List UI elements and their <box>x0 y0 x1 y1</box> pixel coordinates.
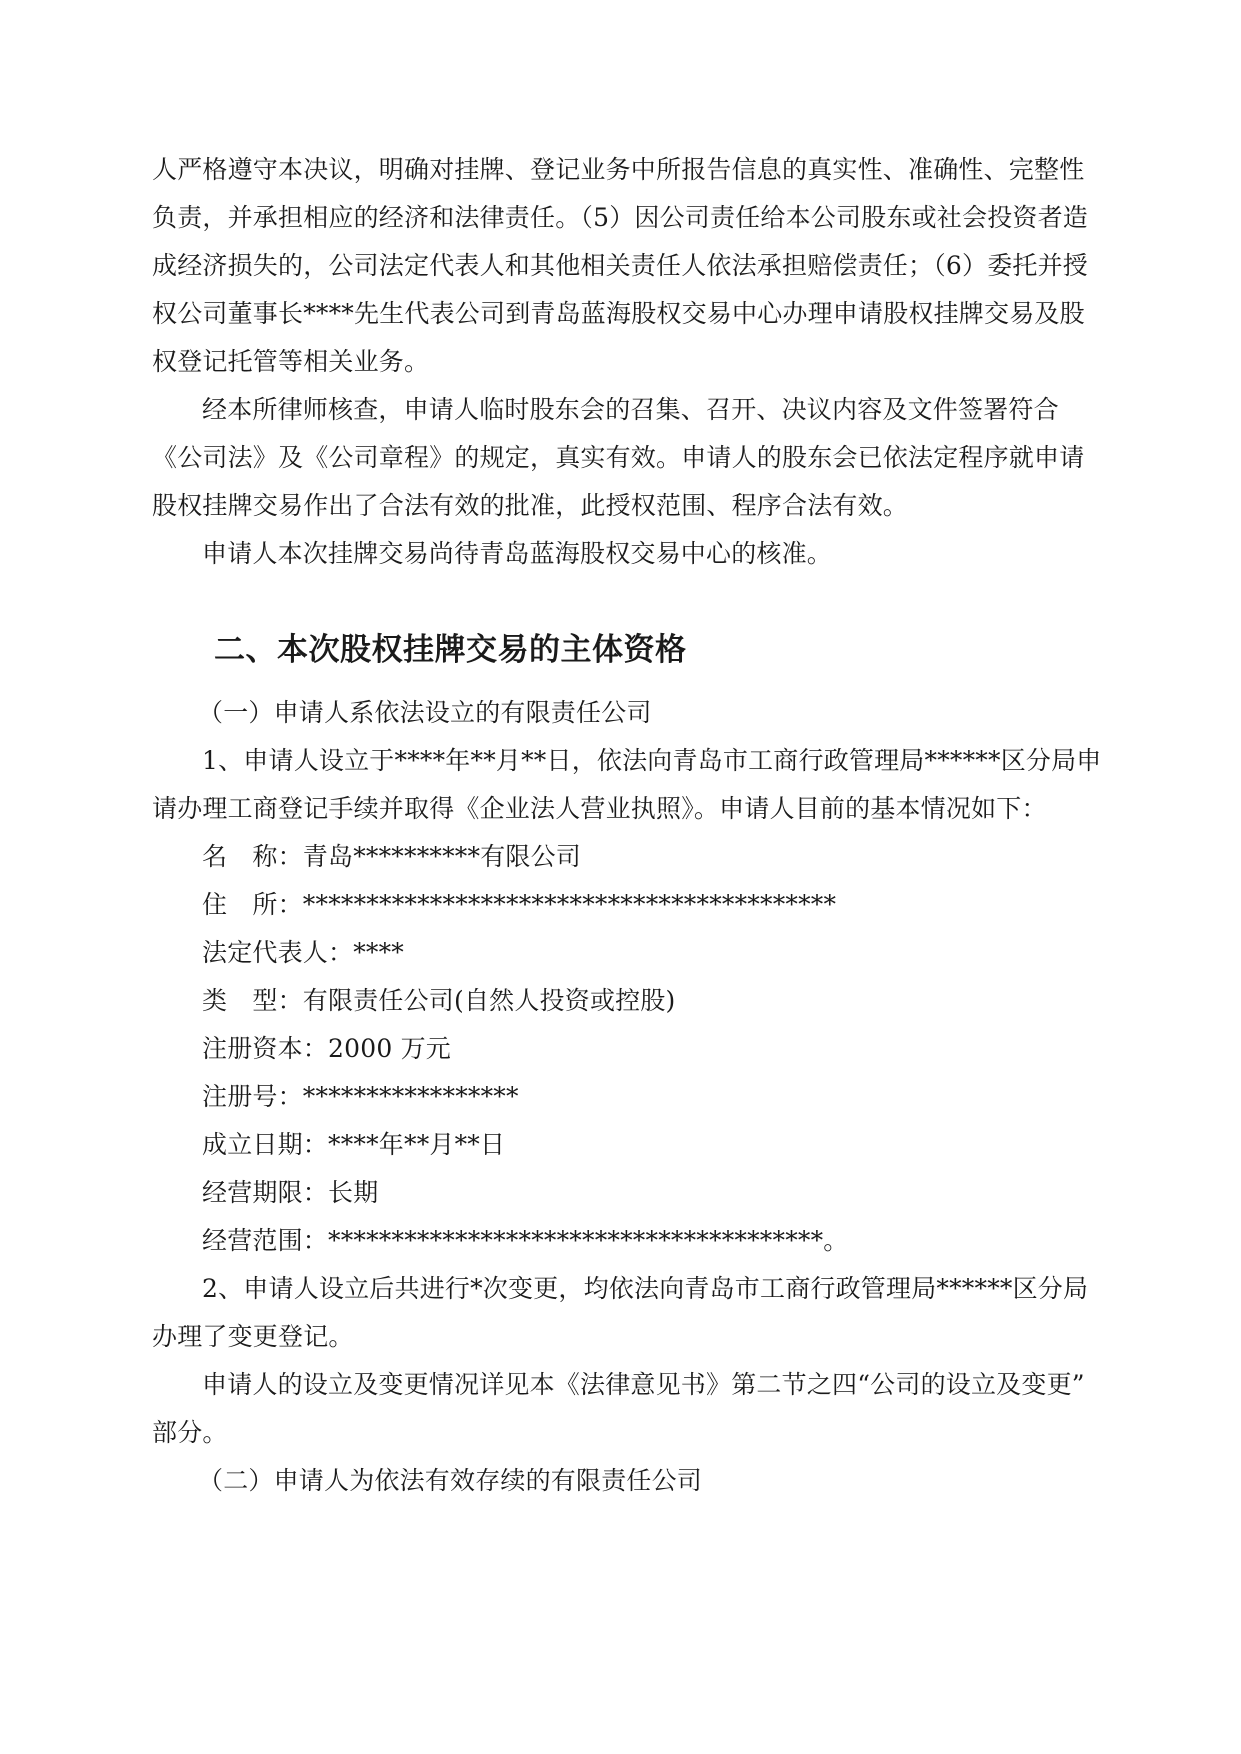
info-scope: 经营范围：***************************************。 <box>202 1226 849 1255</box>
info-legal-rep: 法定代表人：**** <box>202 938 405 967</box>
info-type: 类 型：有限责任公司(自然人投资或控股) <box>202 986 676 1015</box>
info-capital: 注册资本：2000 万元 <box>202 1034 451 1063</box>
subsection-heading: （二）申请人为依法有效存续的有限责任公司 <box>198 1466 703 1495</box>
info-term: 经营期限：长期 <box>202 1178 379 1207</box>
item-line: 办理了变更登记。 <box>152 1322 354 1351</box>
pending-approval-line: 申请人本次挂牌交易尚待青岛蓝海股权交易中心的核准。 <box>202 539 833 568</box>
info-reg-no: 注册号：***************** <box>202 1082 519 1111</box>
reference-line: 申请人的设立及变更情况详见本《法律意见书》第二节之四“公司的设立及变更” <box>202 1370 1085 1399</box>
body-line: 人严格遵守本决议，明确对挂牌、登记业务中所报告信息的真实性、准确性、完整性 <box>152 155 1085 184</box>
item-line: 2、申请人设立后共进行*次变更，均依法向青岛市工商行政管理局******区分局 <box>202 1274 1089 1303</box>
subsection-heading: （一）申请人系依法设立的有限责任公司 <box>198 698 652 727</box>
document-page <box>152 146 1102 1505</box>
info-address: 住 所：****************************************** <box>202 890 837 919</box>
verification-line: 经本所律师核查，申请人临时股东会的召集、召开、决议内容及文件签署符合 <box>202 395 1059 424</box>
info-est-date: 成立日期：****年**月**日 <box>202 1130 506 1159</box>
item-line: 请办理工商登记手续并取得《企业法人营业执照》。申请人目前的基本情况如下： <box>152 794 1047 823</box>
info-name: 名 称：青岛**********有限公司 <box>202 842 582 871</box>
body-line: 负责，并承担相应的经济和法律责任。（5）因公司责任给本公司股东或社会投资者造 <box>152 203 1089 232</box>
verification-line: 股权挂牌交易作出了合法有效的批准，此授权范围、程序合法有效。 <box>152 491 909 520</box>
reference-line: 部分。 <box>152 1418 228 1447</box>
body-line: 权登记托管等相关业务。 <box>152 347 430 376</box>
body-line: 成经济损失的，公司法定代表人和其他相关责任人依法承担赔偿责任；（6）委托并授 <box>152 251 1089 280</box>
item-line: 1、申请人设立于****年**月**日，依法向青岛市工商行政管理局******区分局申 <box>202 746 1102 775</box>
body-line: 权公司董事长****先生代表公司到青岛蓝海股权交易中心办理申请股权挂牌交易及股 <box>152 299 1085 328</box>
verification-line: 《公司法》及《公司章程》的规定，真实有效。申请人的股东会已依法定程序就申请 <box>152 443 1085 472</box>
section-heading: 二、本次股权挂牌交易的主体资格 <box>214 632 687 668</box>
